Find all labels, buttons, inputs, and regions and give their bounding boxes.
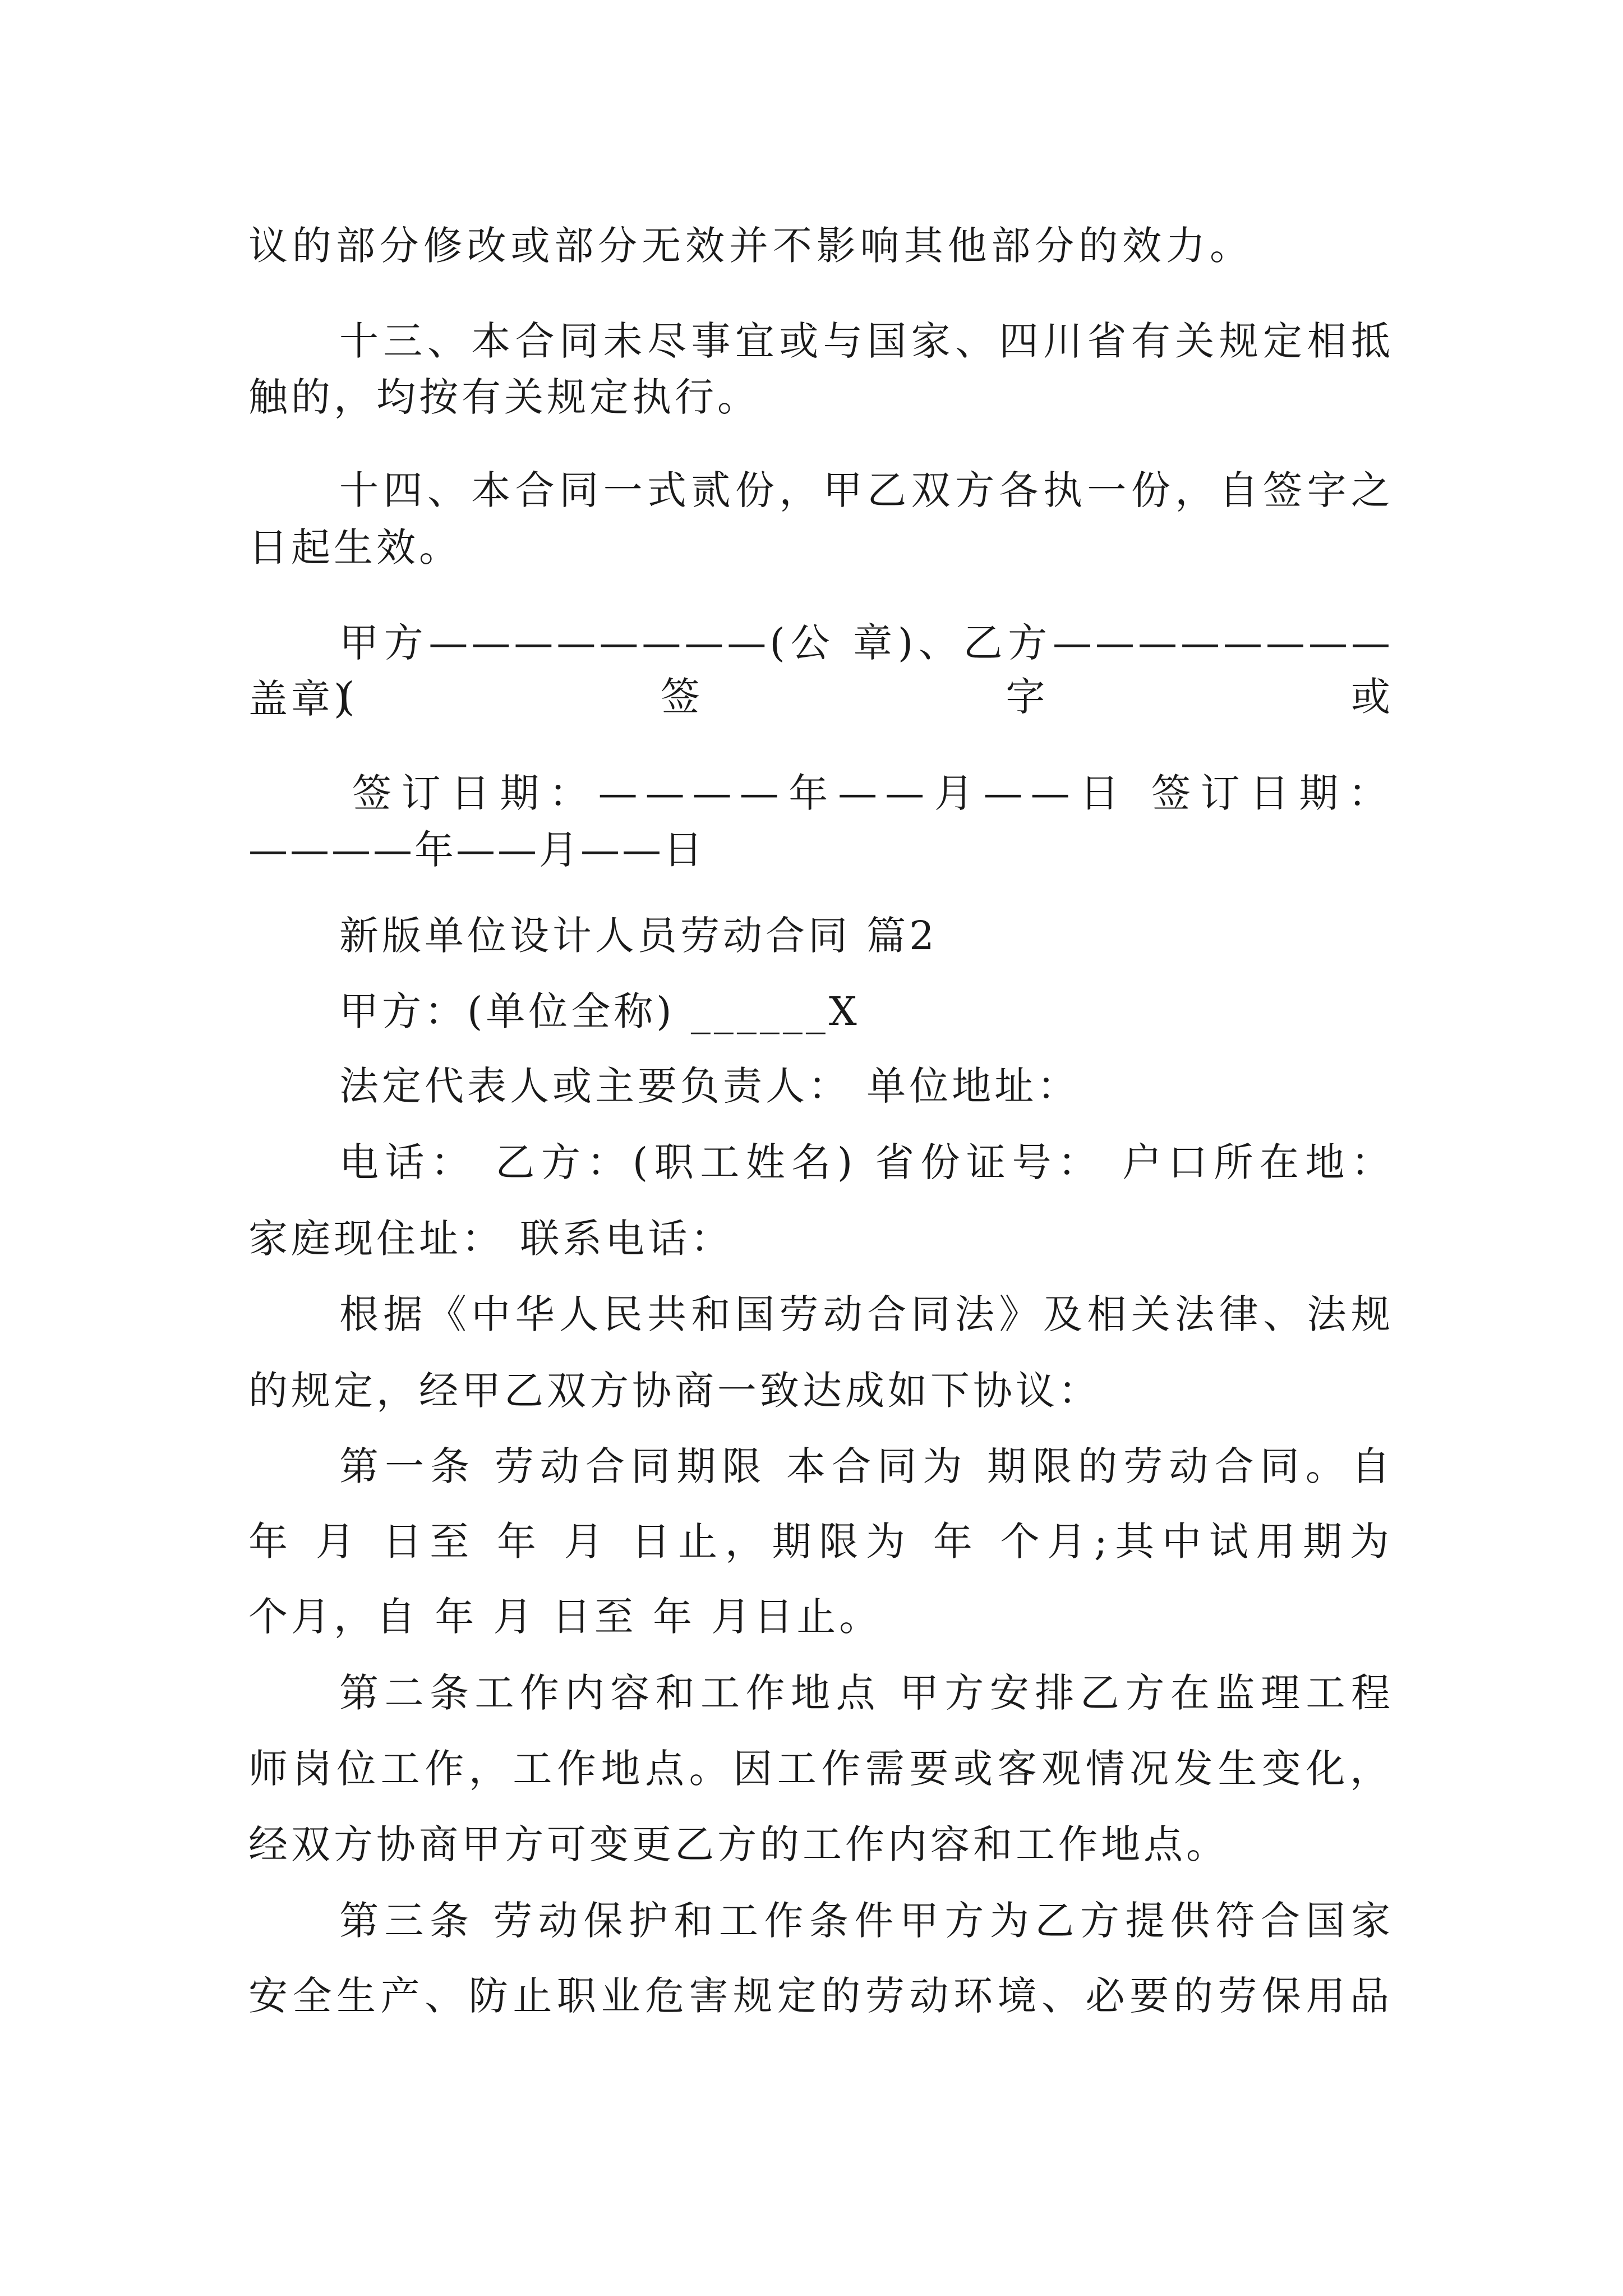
text-line: 盖章)	[248, 676, 353, 722]
text-line: 十三、本合同未尽事宜或与国家、四川省有关规定相抵	[339, 318, 1394, 364]
section-title: 新版单位设计人员劳动合同 篇2	[339, 913, 938, 959]
text-line: 触的，均按有关规定执行。	[248, 374, 760, 420]
text-line: 甲方：(单位全称) ______X	[339, 988, 860, 1034]
text-line: 个月，自 年 月 日至 年 月日止。	[248, 1594, 882, 1640]
signing-date-line: 签订日期：————年——月——日 签订日期：	[352, 770, 1395, 816]
text-line: 根据《中华人民共和国劳动合同法》及相关法律、法规	[339, 1291, 1394, 1337]
text-line: 甲方————————(公 章)、乙方————————(签字或	[339, 620, 1394, 720]
text-line: 家庭现住址： 联系电话：	[248, 1216, 734, 1262]
text-line: 安全生产、防止职业危害规定的劳动环境、必要的劳保用品	[248, 1973, 1393, 2019]
text-line: 的规定，经甲乙双方协商一致达成如下协议：	[248, 1368, 1101, 1414]
text-line: 法定代表人或主要负责人： 单位地址：	[339, 1063, 1080, 1109]
text-line: 师岗位工作，工作地点。因工作需要或客观情况发生变化，	[248, 1746, 1393, 1792]
text-line: 第二条工作内容和工作地点 甲方安排乙方在监理工程	[339, 1670, 1394, 1716]
text-line: 日起生效。	[248, 524, 462, 570]
signing-date-line: ————年——月——日	[248, 827, 705, 873]
text-line: 议的部分修改或部分无效并不影响其他部分的效力。	[248, 223, 1252, 269]
text-line: 经双方协商甲方可变更乙方的工作内容和工作地点。	[248, 1821, 1229, 1867]
text-line: 十四、本合同一式贰份，甲乙双方各执一份，自签字之	[339, 467, 1394, 513]
text-line: 电话： 乙方：(职工姓名) 省份证号： 户口所在地：	[339, 1139, 1394, 1185]
text-line: 第三条 劳动保护和工作条件甲方为乙方提供符合国家	[339, 1898, 1394, 1944]
text-line: 第一条 劳动合同期限 本合同为 期限的劳动合同。自	[339, 1443, 1394, 1489]
text-line: 年 月 日至 年 月 日止，期限为 年 个月;其中试用期为	[248, 1519, 1393, 1565]
